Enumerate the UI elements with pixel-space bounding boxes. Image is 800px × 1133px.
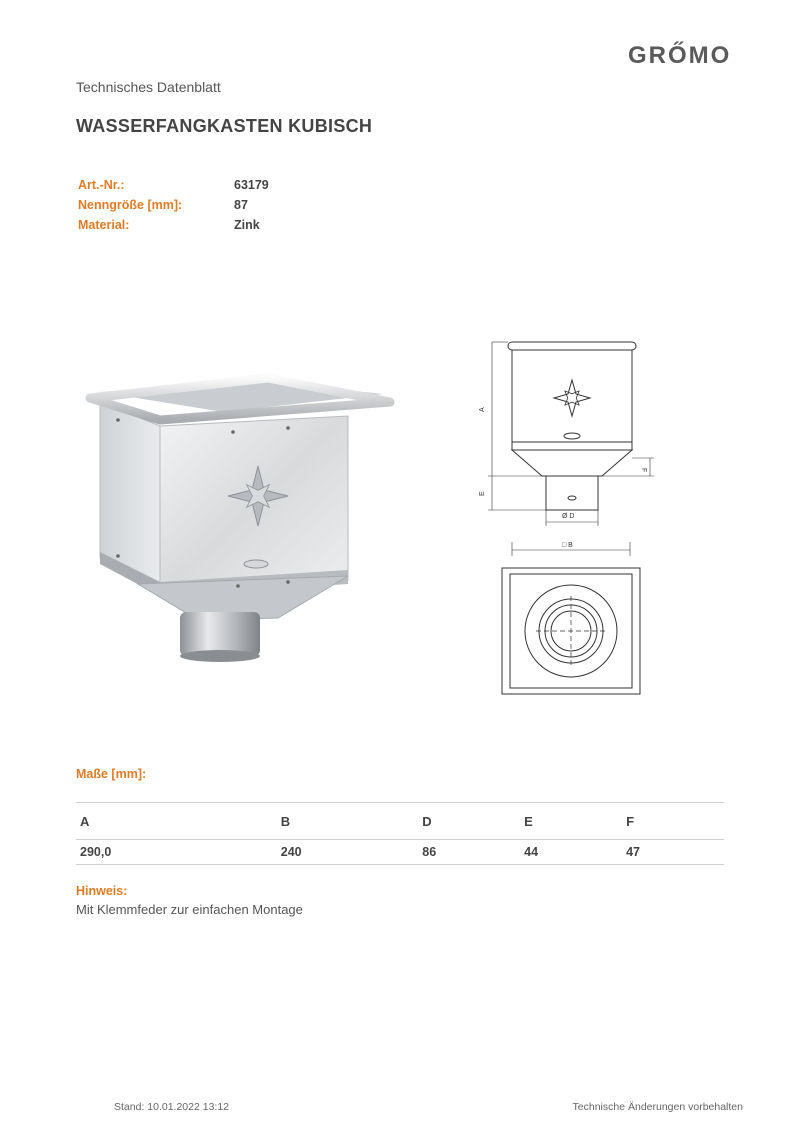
dimension-label-e: E: [479, 491, 486, 496]
product-photo: [78, 372, 400, 664]
spec-label: Nenngröße [mm]:: [78, 198, 183, 212]
spec-list: [78, 175, 269, 235]
dimension-label-d: Ø D: [562, 513, 575, 520]
column-header: D: [418, 803, 520, 840]
product-title: WASSERFANGKASTEN KUBISCH: [76, 116, 373, 136]
table-cell: 44: [520, 840, 622, 865]
table-cell: 86: [418, 840, 520, 865]
technical-drawing-top-view: [496, 538, 646, 698]
column-header: E: [520, 803, 622, 840]
brand-logo: GRŐMO: [628, 42, 732, 69]
footer-disclaimer: Technische Änderungen vorbehalten: [572, 1101, 743, 1113]
column-header: B: [277, 803, 418, 840]
dimension-label-a: A: [479, 407, 486, 412]
note-heading: Hinweis:: [76, 884, 128, 898]
spec-value: 87: [234, 198, 248, 212]
dimensions-table: [76, 802, 724, 865]
table-cell: 47: [622, 840, 724, 865]
footer-stand: Stand: 10.01.2022 13:12: [114, 1101, 230, 1113]
column-header: F: [622, 803, 724, 840]
dimensions-heading: Maße [mm]:: [76, 767, 147, 781]
table-cell: 290,0: [76, 840, 277, 865]
technical-drawing-side-view: [478, 336, 658, 534]
spec-row-material: [78, 215, 269, 235]
dimension-label-b: □ B: [562, 542, 573, 549]
spec-value: 63179: [234, 178, 269, 192]
spec-label: Art.-Nr.:: [78, 178, 125, 192]
column-header: A: [76, 803, 277, 840]
spec-label: Material:: [78, 218, 130, 232]
note-text: Mit Klemmfeder zur einfachen Montage: [76, 902, 303, 917]
table-header-row: [76, 803, 724, 840]
spec-row-article: [78, 175, 269, 195]
table-cell: 240: [277, 840, 418, 865]
compass-star-icon: [554, 380, 590, 416]
dimension-label-f: F: [640, 468, 647, 473]
spec-row-size: [78, 195, 269, 215]
document-type: Technisches Datenblatt: [76, 79, 221, 95]
spec-value: Zink: [234, 218, 260, 232]
table-row: [76, 840, 724, 865]
